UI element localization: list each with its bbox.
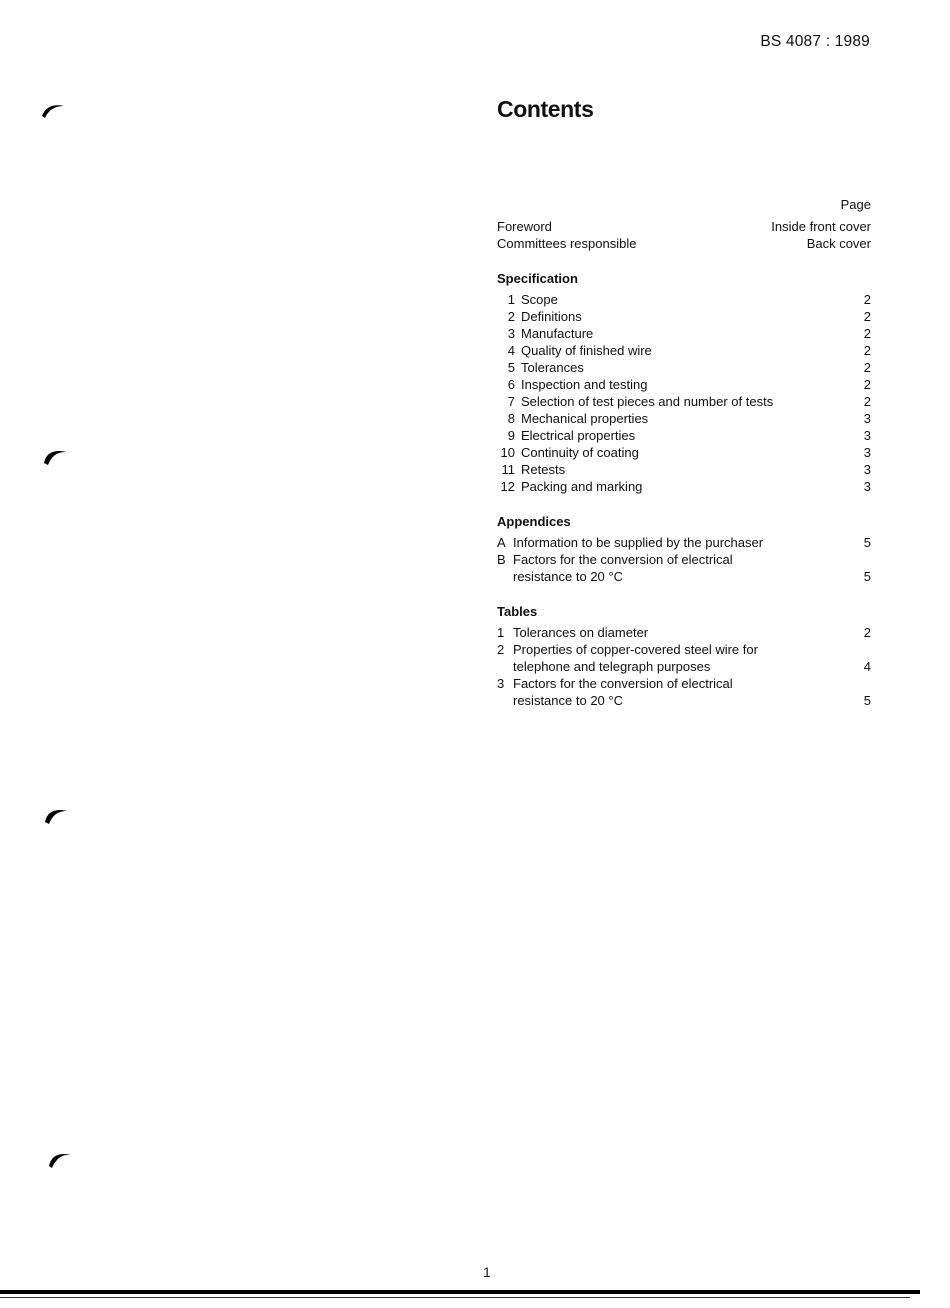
binder-mark-icon	[43, 806, 69, 826]
toc-index: 1	[507, 292, 515, 307]
section-heading-tables: Tables	[497, 604, 538, 619]
toc-index: 10	[500, 445, 515, 460]
toc-index: 2	[497, 642, 505, 657]
toc-index: 7	[507, 394, 515, 409]
toc-page: 3	[863, 445, 871, 460]
toc-index: 8	[507, 411, 515, 426]
toc-row-foreword[interactable]	[497, 218, 871, 235]
toc-page: 3	[863, 479, 871, 494]
toc-index: 5	[507, 360, 515, 375]
toc-page: 2	[863, 377, 871, 392]
toc-row[interactable]	[497, 461, 871, 478]
toc-page: 5	[863, 693, 871, 708]
toc-page: 3	[863, 428, 871, 443]
toc-page: 5	[863, 569, 871, 584]
toc-label: Quality of finished wire	[521, 343, 652, 358]
toc-index: 12	[500, 479, 515, 494]
toc-page: 2	[863, 625, 871, 640]
toc-row[interactable]	[497, 478, 871, 495]
toc-label: Mechanical properties	[521, 411, 649, 426]
toc-label: Electrical properties	[521, 428, 636, 443]
toc-page: 2	[863, 394, 871, 409]
toc-page: 4	[863, 659, 871, 674]
toc-row[interactable]	[497, 393, 871, 410]
toc-page: 2	[863, 360, 871, 375]
toc-row-committees[interactable]	[497, 235, 871, 252]
toc-index: 11	[501, 462, 515, 477]
toc-label-continued: resistance to 20 °C	[513, 569, 623, 584]
binder-mark-icon	[40, 102, 66, 122]
toc-label: Manufacture	[521, 326, 594, 341]
toc-row[interactable]	[497, 342, 871, 359]
toc-row[interactable]	[497, 427, 871, 444]
toc-label: Committees responsible	[497, 236, 637, 251]
toc-index: 4	[507, 343, 515, 358]
toc-label: Factors for the conversion of electrical	[513, 552, 733, 567]
toc-row[interactable]	[497, 551, 871, 585]
page-title: Contents	[497, 96, 594, 122]
toc-index: 3	[507, 326, 515, 341]
toc-label: Tolerances on diameter	[513, 625, 649, 640]
binder-mark-icon	[47, 1150, 73, 1170]
footer-rule-thin	[0, 1297, 910, 1298]
toc-index: B	[497, 552, 506, 567]
toc-row[interactable]	[497, 624, 871, 641]
toc-page: Back cover	[806, 236, 871, 251]
toc-index: A	[497, 535, 506, 550]
toc-label: Factors for the conversion of electrical	[513, 676, 733, 691]
toc-label: Tolerances	[521, 360, 584, 375]
toc-row[interactable]	[497, 641, 871, 675]
toc-page: 3	[863, 462, 871, 477]
toc-label: Selection of test pieces and number of tests	[521, 394, 774, 409]
toc-label: Foreword	[497, 219, 552, 234]
toc-index: 1	[497, 625, 505, 640]
footer-rule	[0, 1290, 920, 1294]
toc-page: 2	[863, 326, 871, 341]
toc-index: 2	[507, 309, 515, 324]
toc-index: 6	[507, 377, 515, 392]
toc-row[interactable]	[497, 359, 871, 376]
toc-label: Continuity of coating	[521, 445, 639, 460]
toc-row[interactable]	[497, 376, 871, 393]
toc-row[interactable]	[497, 308, 871, 325]
toc-page: 5	[863, 535, 871, 550]
section-heading-specification: Specification	[497, 271, 578, 286]
toc-row[interactable]	[497, 291, 871, 308]
toc-row[interactable]	[497, 675, 871, 709]
standard-number: BS 4087 : 1989	[760, 33, 870, 50]
toc-label: Retests	[521, 462, 566, 477]
toc-label-continued: telephone and telegraph purposes	[513, 659, 711, 674]
toc-label: Definitions	[521, 309, 582, 324]
binder-mark-icon	[42, 447, 68, 467]
toc-label: Scope	[521, 292, 558, 307]
toc-label-continued: resistance to 20 °C	[513, 693, 623, 708]
toc-index: 9	[507, 428, 515, 443]
toc-index: 3	[497, 676, 505, 691]
toc-row[interactable]	[497, 410, 871, 427]
toc-label: Packing and marking	[521, 479, 643, 494]
toc-page: 3	[863, 411, 871, 426]
toc-row[interactable]	[497, 444, 871, 461]
toc-label: Information to be supplied by the purchaser	[513, 535, 764, 550]
toc-page: 2	[863, 309, 871, 324]
toc-page: 2	[863, 292, 871, 307]
toc-label: Properties of copper-covered steel wire for	[513, 642, 758, 657]
toc-row[interactable]	[497, 534, 871, 551]
toc-page: Inside front cover	[771, 219, 871, 234]
toc-page: 2	[863, 343, 871, 358]
section-heading-appendices: Appendices	[497, 514, 571, 529]
page-column-label: Page	[840, 197, 871, 212]
table-of-contents	[497, 196, 871, 709]
toc-label: Inspection and testing	[521, 377, 648, 392]
page-number: 1	[483, 1264, 491, 1280]
toc-row[interactable]	[497, 325, 871, 342]
